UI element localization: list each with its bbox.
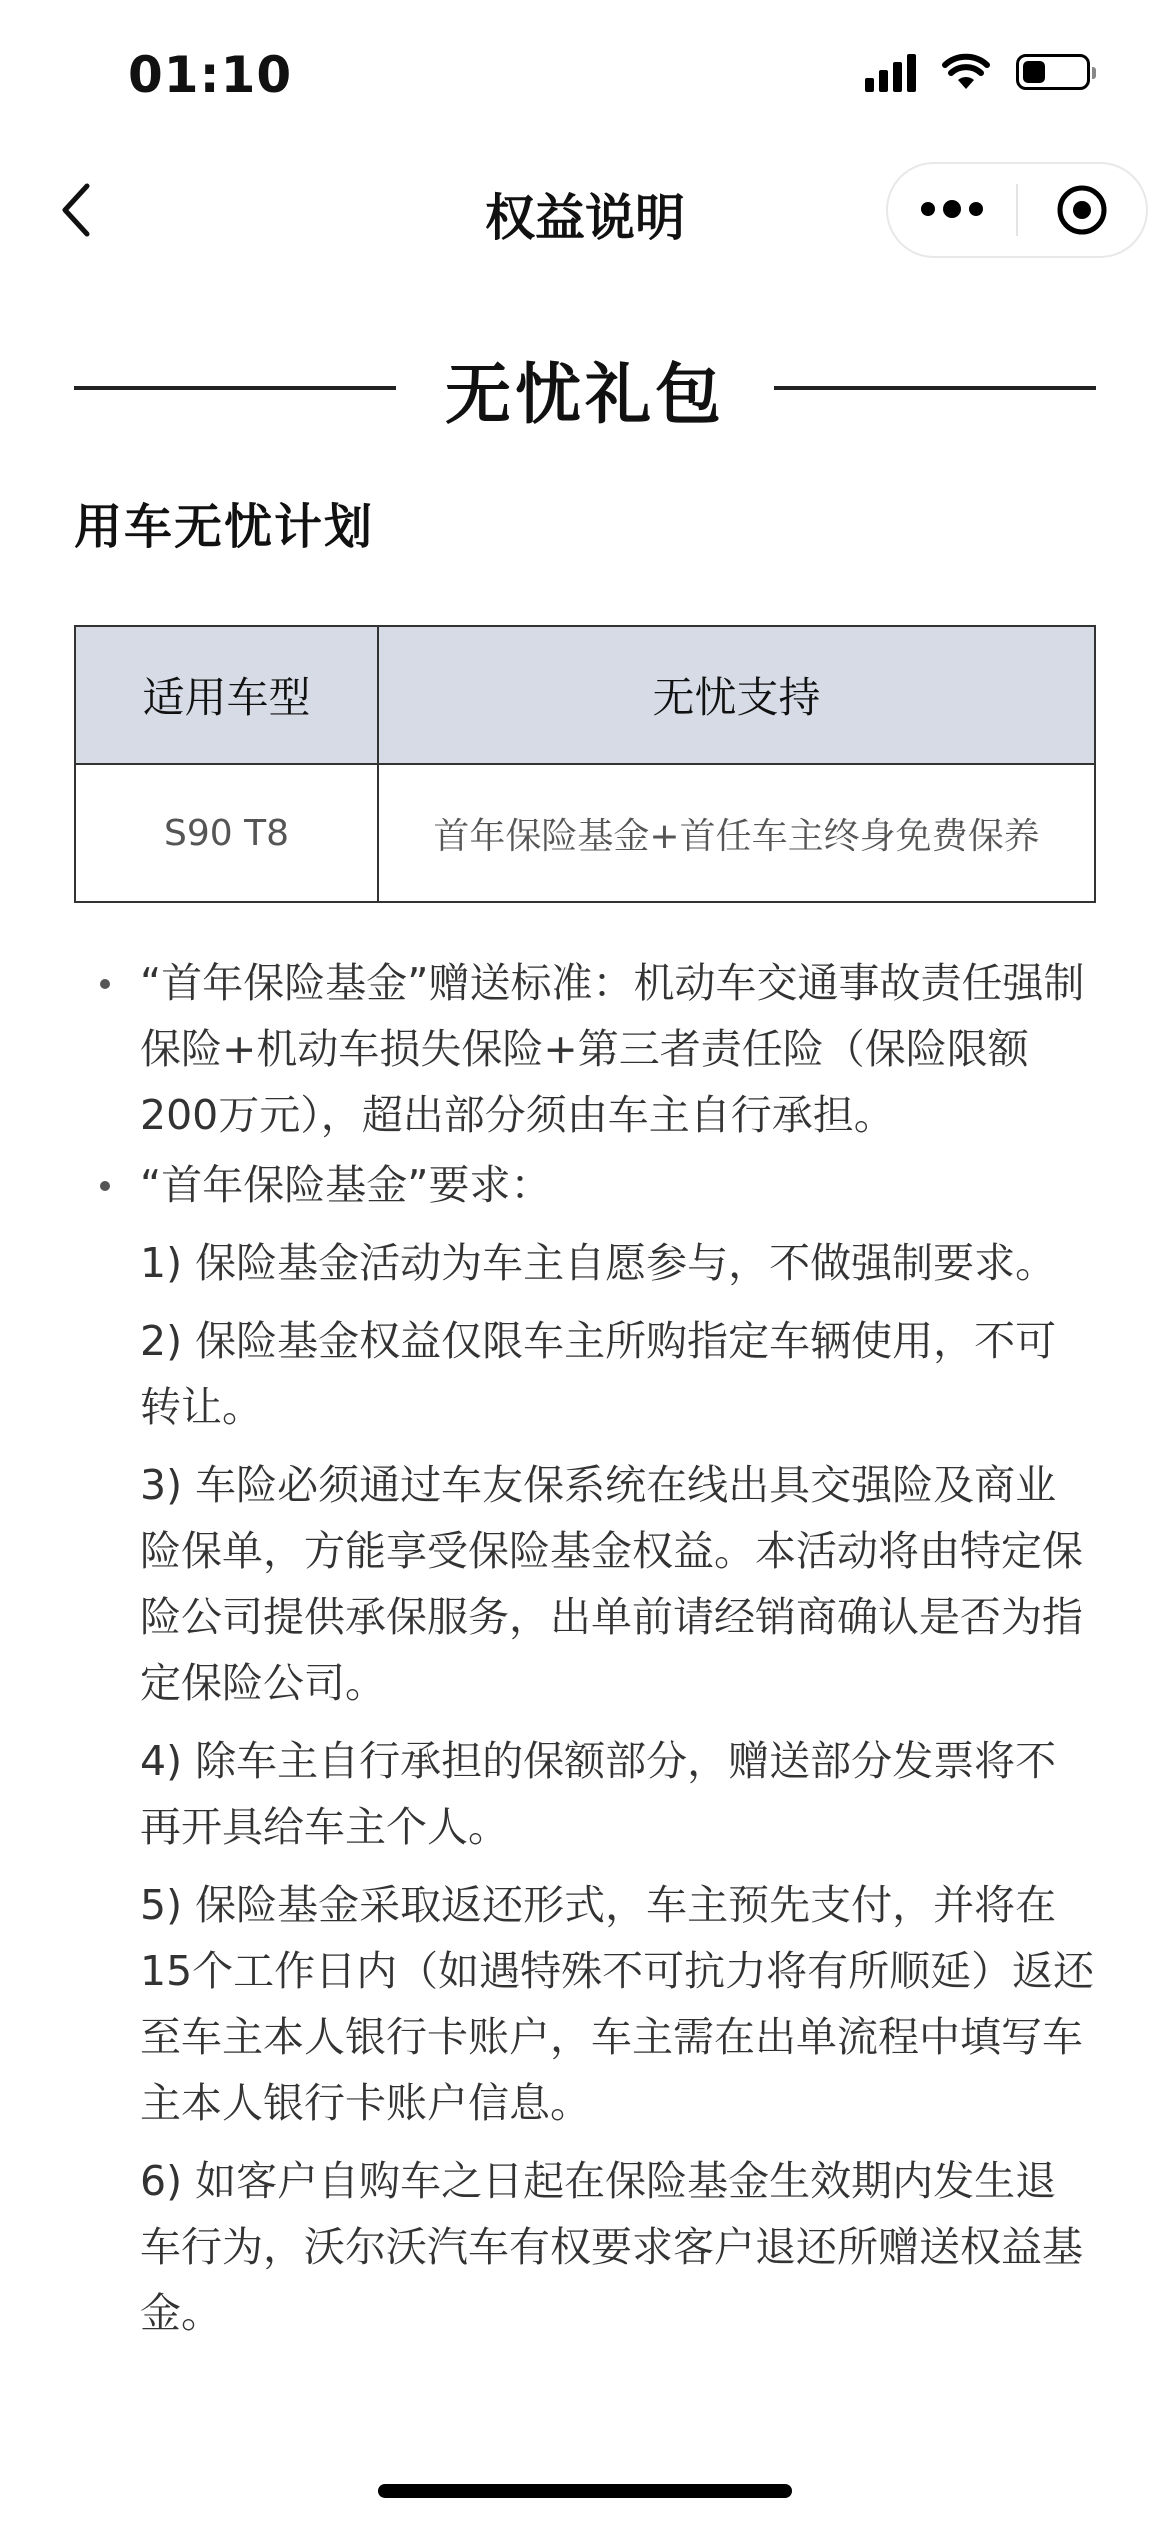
target-close-icon [1055,183,1109,237]
table-header-model: 适用车型 [75,626,378,764]
table-header-support: 无忧支持 [378,626,1095,764]
requirement-item-2: 2) 保险基金权益仅限车主所购指定车辆使用，不可转让。 [140,1317,1057,1431]
home-indicator[interactable] [378,2484,792,2498]
more-dots-icon [921,202,983,218]
bullet-standard: “首年保险基金”赠送标准：机动车交通事故责任强制保险+机动车损失保险+第三者责任险（保险限额200万元），超出部分须由车主自行承担。 [74,950,1096,1148]
table-row [75,764,1095,902]
left-divider [74,386,396,390]
wifi-icon [942,53,990,91]
requirement-item-4: 4) 除车主自行承担的保额部分，赠送部分发票将不再开具给车主个人。 [140,1737,1057,1851]
right-divider [774,386,1096,390]
close-button[interactable] [1018,164,1146,256]
section-header [74,338,1096,438]
plan-title: 用车无忧计划 [74,499,375,555]
table-cell-model: S90 T8 [75,764,378,902]
cellular-signal-icon [865,52,916,92]
mini-program-capsule [886,162,1148,258]
table-cell-support: 首年保险基金+首任车主终身免费保养 [378,764,1095,902]
rights-table [74,625,1096,903]
page-title: 权益说明 [485,189,685,247]
table-header-row [75,626,1095,764]
notes [74,950,1096,2346]
requirement-item-3: 3) 车险必须通过车友保系统在线出具交强险及商业险保单，方能享受保险基金权益。本活动将由特定保险公司提供承保服务，出单前请经销商确认是否为指定保险公司。 [140,1461,1083,1707]
section-title: 无忧礼包 [445,355,725,433]
status-icons [865,52,1090,92]
bullet-requirements: “首年保险基金”要求： [74,1152,1096,1218]
requirement-item-5: 5) 保险基金采取返还形式，车主预先支付，并将在15个工作日内（如遇特殊不可抗力将有所顺延）返还至车主本人银行卡账户，车主需在出单流程中填写车主本人银行卡账户信息。 [140,1881,1095,2127]
battery-icon [1016,54,1090,90]
more-button[interactable] [888,164,1016,256]
status-bar [0,0,1170,150]
requirement-item-6: 6) 如客户自购车之日起在保险基金生效期内发生退车行为，沃尔沃汽车有权要求客户退还所赠送权益基金。 [140,2157,1083,2337]
status-time: 01:10 [128,46,293,104]
requirement-item-1: 1) 保险基金活动为车主自愿参与，不做强制要求。 [140,1239,1057,1287]
navigation-bar [0,150,1170,270]
